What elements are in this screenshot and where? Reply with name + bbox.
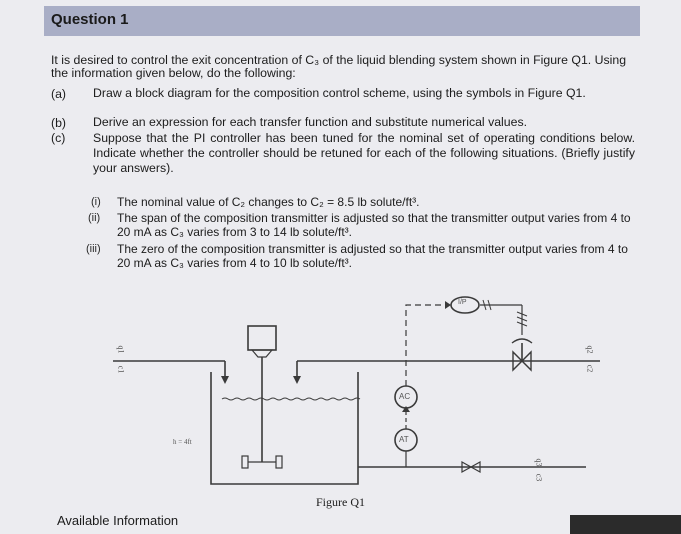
situation-i-text: The nominal value of C₂ changes to C₂ = 8.5 lb solute/ft³. (117, 195, 420, 209)
situation-iii-label: (iii) (86, 243, 101, 255)
question-title: Question 1 (51, 11, 129, 28)
c2-label: c2 (585, 364, 595, 373)
tank-height-label: h = 4ft (173, 438, 192, 446)
situation-ii-text: The span of the composition transmitter is adjusted so that the transmitter output varies from 4 to 20 mA as C₃ varies from 3 to 14 lb solute/ft³. (117, 211, 631, 239)
intro-text: It is desired to control the exit concentration of C₃ of the liquid blending system shown in Figure Q1. Using the information given below, do the following: (51, 53, 627, 80)
situation-i-label: (i) (91, 196, 101, 208)
q1-label: q1 (116, 345, 126, 354)
task-c-label: (c) (51, 131, 66, 145)
ip-label: I/P (458, 299, 467, 306)
available-information-heading: Available Information (57, 513, 179, 528)
task-b-text: Derive an expression for each transfer function and substitute numerical values. (93, 115, 528, 129)
q2-label: q2 (585, 345, 595, 354)
situation-ii-label: (ii) (88, 212, 101, 224)
liquid-level (222, 398, 360, 400)
task-c-text: Suppose that the PI controller has been tuned for the nominal set of operating conditions below. Indicate whether the controller should be retuned for each of the following situations. (Briefly justify your answers). (93, 131, 635, 175)
q3-label: q3 (534, 458, 544, 467)
figure-caption: Figure Q1 (316, 495, 365, 509)
impeller-right (276, 456, 282, 468)
background-edge (570, 515, 681, 534)
impeller-left (242, 456, 248, 468)
task-b-label: (b) (51, 116, 67, 130)
c3-label: c3 (534, 473, 544, 482)
ac-label: AC (399, 392, 411, 401)
task-a-label: (a) (51, 87, 67, 101)
situation-iii-text: The zero of the composition transmitter is adjusted so that the transmitter output varies from 4 to 20 mA as C₃ varies from 4 to 10 lb solute/ft³. (117, 242, 628, 270)
c1-label: c1 (116, 365, 126, 374)
task-a-text: Draw a block diagram for the composition control scheme, using the symbols in Figure Q1. (93, 86, 586, 100)
at-label: AT (399, 435, 409, 444)
mixer-motor (248, 326, 276, 350)
tank-outline (211, 372, 358, 484)
